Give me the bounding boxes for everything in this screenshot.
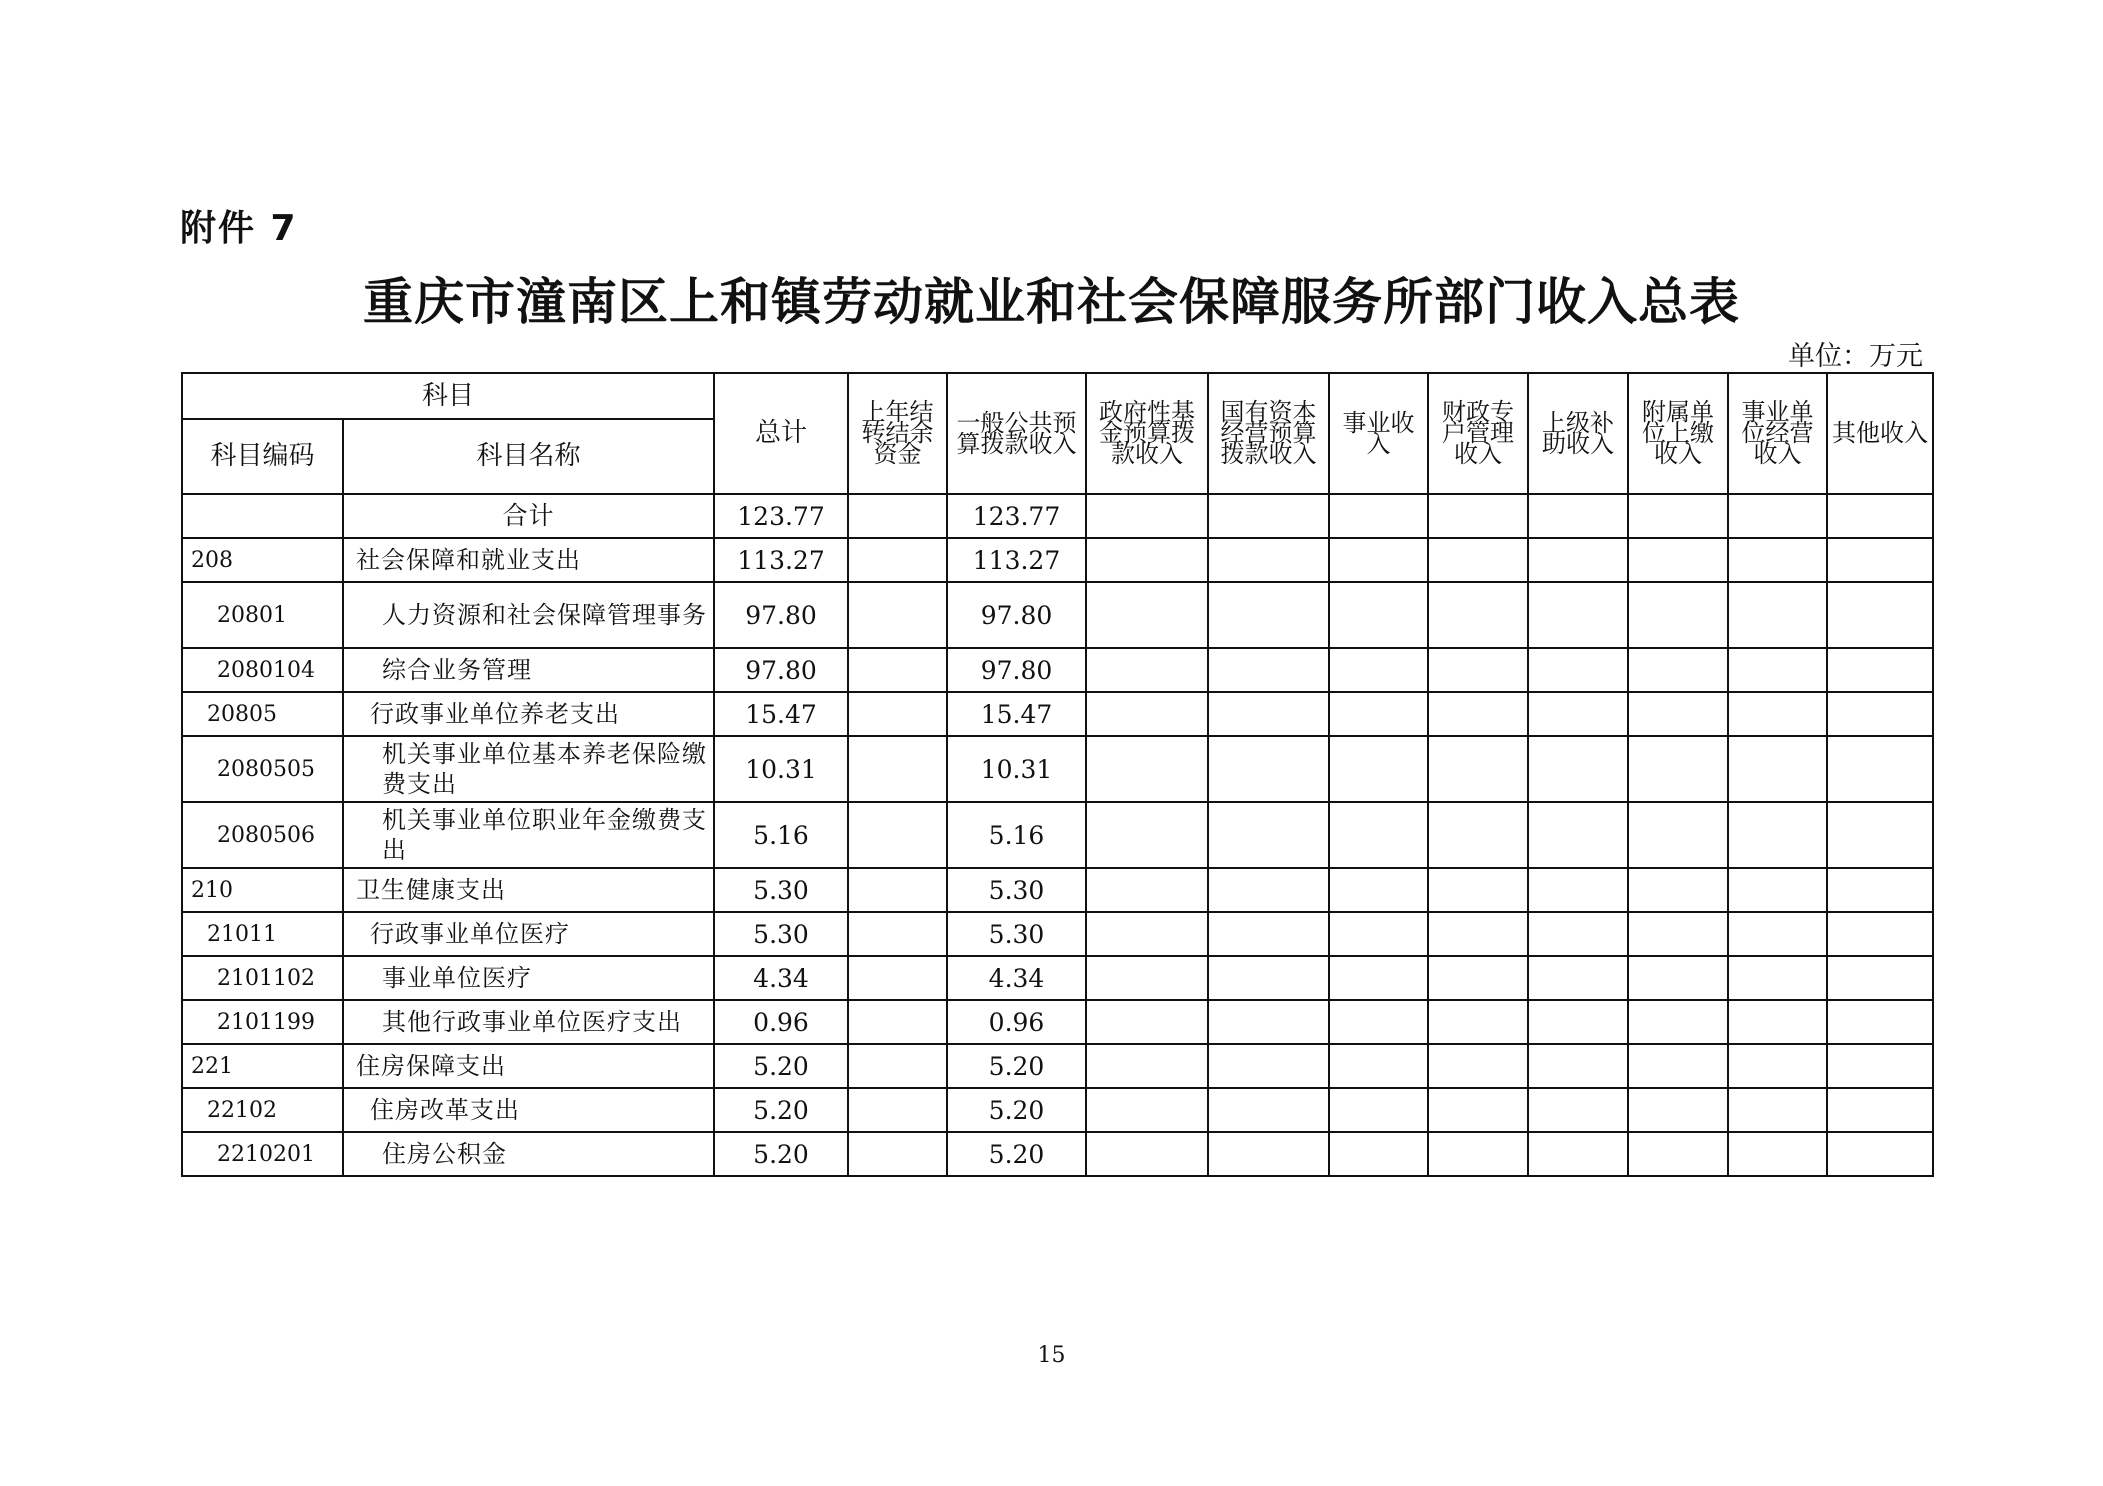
row-total: 123.77 xyxy=(714,494,848,538)
row-general-budget: 97.80 xyxy=(947,648,1086,692)
attachment-label: 附件 7 xyxy=(180,208,298,249)
row-code: 210 xyxy=(182,868,343,912)
row-total: 97.80 xyxy=(714,582,848,648)
table-row xyxy=(182,494,1933,538)
row-name: 社会保障和就业支出 xyxy=(343,538,714,582)
header-name: 科目名称 xyxy=(343,419,714,494)
row-name: 合计 xyxy=(343,494,714,538)
row-total: 5.30 xyxy=(714,912,848,956)
table-row xyxy=(182,648,1933,692)
header-total: 总计 xyxy=(714,373,848,494)
row-general-budget: 4.34 xyxy=(947,956,1086,1000)
row-total: 5.20 xyxy=(714,1088,848,1132)
row-total: 5.20 xyxy=(714,1044,848,1088)
row-general-budget: 5.20 xyxy=(947,1132,1086,1176)
row-name: 机关事业单位职业年金缴费支出 xyxy=(343,802,714,868)
row-general-budget: 123.77 xyxy=(947,494,1086,538)
row-total: 5.30 xyxy=(714,868,848,912)
header-business-income: 事业收入 xyxy=(1329,373,1428,494)
table-row xyxy=(182,956,1933,1000)
header-gov-fund: 政府性基金预算拨款收入 xyxy=(1086,373,1208,494)
row-general-budget: 5.16 xyxy=(947,802,1086,868)
header-code: 科目编码 xyxy=(182,419,343,494)
row-total: 15.47 xyxy=(714,692,848,736)
table-row xyxy=(182,692,1933,736)
row-code: 2101199 xyxy=(182,1000,343,1044)
row-general-budget: 113.27 xyxy=(947,538,1086,582)
row-general-budget: 97.80 xyxy=(947,582,1086,648)
row-name: 事业单位医疗 xyxy=(343,956,714,1000)
row-name: 住房公积金 xyxy=(343,1132,714,1176)
header-business-operation: 事业单位经营收入 xyxy=(1728,373,1827,494)
table-row xyxy=(182,802,1933,868)
table-row xyxy=(182,736,1933,802)
header-superior-subsidy: 上级补助收入 xyxy=(1528,373,1628,494)
header-other-income: 其他收入 xyxy=(1827,373,1933,494)
row-name: 住房改革支出 xyxy=(343,1088,714,1132)
row-total: 0.96 xyxy=(714,1000,848,1044)
row-general-budget: 15.47 xyxy=(947,692,1086,736)
header-carryover: 上年结转结余资金 xyxy=(848,373,947,494)
row-general-budget: 10.31 xyxy=(947,736,1086,802)
row-code: 22102 xyxy=(182,1088,343,1132)
table-row xyxy=(182,912,1933,956)
page-number: 15 xyxy=(1037,1343,1066,1368)
row-general-budget: 5.30 xyxy=(947,868,1086,912)
row-code: 2101102 xyxy=(182,956,343,1000)
row-code: 20801 xyxy=(182,582,343,648)
row-name: 人力资源和社会保障管理事务 xyxy=(343,582,714,648)
table-row xyxy=(182,1000,1933,1044)
table-row xyxy=(182,868,1933,912)
header-state-capital: 国有资本经营预算拨款收入 xyxy=(1208,373,1329,494)
row-total: 5.20 xyxy=(714,1132,848,1176)
table-row xyxy=(182,538,1933,582)
row-total: 5.16 xyxy=(714,802,848,868)
table-row xyxy=(182,582,1933,648)
page-title: 重庆市潼南区上和镇劳动就业和社会保障服务所部门收入总表 xyxy=(363,272,1740,331)
row-code: 2210201 xyxy=(182,1132,343,1176)
row-name: 卫生健康支出 xyxy=(343,868,714,912)
income-summary-table xyxy=(181,372,1934,1177)
row-general-budget: 5.20 xyxy=(947,1088,1086,1132)
row-name: 其他行政事业单位医疗支出 xyxy=(343,1000,714,1044)
header-subject: 科目 xyxy=(182,373,714,419)
unit-label: 单位：万元 xyxy=(1788,341,1923,372)
table-row xyxy=(182,1044,1933,1088)
row-total: 4.34 xyxy=(714,956,848,1000)
row-general-budget: 5.30 xyxy=(947,912,1086,956)
row-general-budget: 0.96 xyxy=(947,1000,1086,1044)
row-total: 10.31 xyxy=(714,736,848,802)
row-code: 2080505 xyxy=(182,736,343,802)
row-code xyxy=(182,494,343,538)
row-total: 97.80 xyxy=(714,648,848,692)
header-fiscal-special: 财政专户管理收入 xyxy=(1428,373,1528,494)
row-code: 208 xyxy=(182,538,343,582)
row-name: 行政事业单位医疗 xyxy=(343,912,714,956)
row-total: 113.27 xyxy=(714,538,848,582)
row-name: 行政事业单位养老支出 xyxy=(343,692,714,736)
table-row xyxy=(182,1132,1933,1176)
row-code: 2080506 xyxy=(182,802,343,868)
header-general-budget: 一般公共预算拨款收入 xyxy=(947,373,1086,494)
row-code: 21011 xyxy=(182,912,343,956)
row-name: 机关事业单位基本养老保险缴费支出 xyxy=(343,736,714,802)
table-row xyxy=(182,1088,1933,1132)
row-code: 221 xyxy=(182,1044,343,1088)
row-name: 住房保障支出 xyxy=(343,1044,714,1088)
row-name: 综合业务管理 xyxy=(343,648,714,692)
row-general-budget: 5.20 xyxy=(947,1044,1086,1088)
row-code: 20805 xyxy=(182,692,343,736)
header-affiliated-unit: 附属单位上缴收入 xyxy=(1628,373,1728,494)
row-code: 2080104 xyxy=(182,648,343,692)
